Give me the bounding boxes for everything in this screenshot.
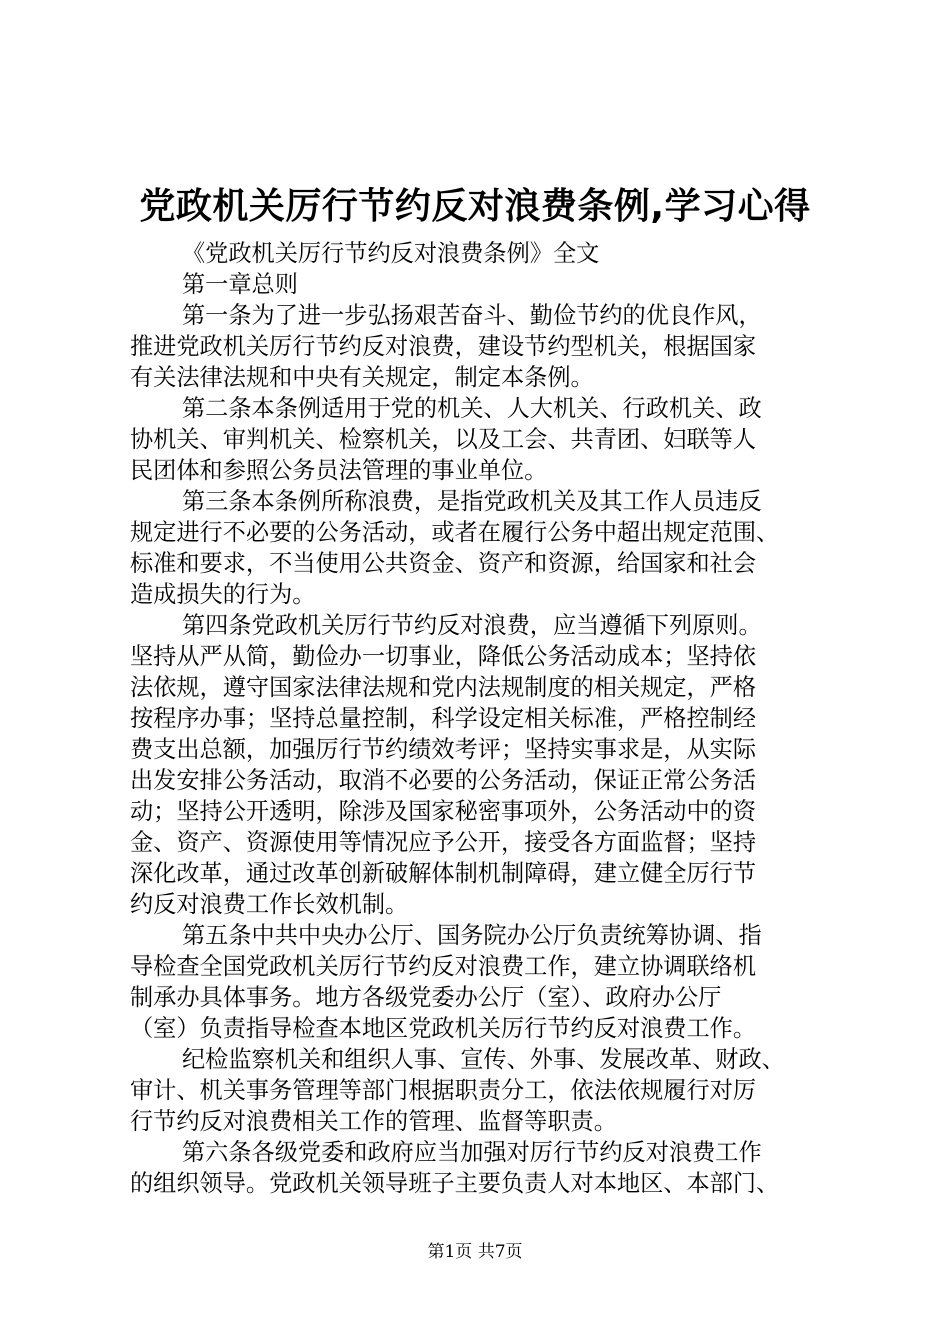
- text-line: 法依规，遵守国家法律法规和党内法规制度的相关规定，严格: [130, 674, 757, 701]
- text-line: 导检查全国党政机关厉行节约反对浪费工作，建立协调联络机: [130, 953, 757, 980]
- text-line: 第六条各级党委和政府应当加强对厉行节约反对浪费工作: [182, 1139, 762, 1166]
- text-line: 民团体和参照公务员法管理的事业单位。: [130, 457, 548, 484]
- text-line: 第一章总则: [182, 271, 298, 298]
- text-line: 纪检监察机关和组织人事、宣传、外事、发展改革、财政、: [182, 1046, 785, 1073]
- text-line: 按程序办事；坚持总量控制，科学设定相关标准，严格控制经: [130, 705, 757, 732]
- text-line: 约反对浪费工作长效机制。: [130, 891, 409, 918]
- text-line: 造成损失的行为。: [130, 581, 316, 608]
- text-line: 第四条党政机关厉行节约反对浪费，应当遵循下列原则。: [182, 612, 762, 639]
- text-line: 《党政机关厉行节约反对浪费条例》全文: [182, 240, 600, 267]
- text-line: 出发安排公务活动，取消不必要的公务活动，保证正常公务活: [130, 767, 757, 794]
- page-indicator: 第1页 共7页: [427, 1242, 523, 1262]
- text-line: 第一条为了进一步弘扬艰苦奋斗、勤俭节约的优良作风，: [182, 302, 762, 329]
- text-line: 标准和要求，不当使用公共资金、资产和资源，给国家和社会: [130, 550, 757, 577]
- text-line: 第二条本条例适用于党的机关、人大机关、行政机关、政: [182, 395, 762, 422]
- text-line: 制承办具体事务。地方各级党委办公厅（室）、政府办公厅: [130, 984, 722, 1011]
- document-title: 党政机关厉行节约反对浪费条例,学习心得: [139, 186, 811, 227]
- document-body: [130, 238, 830, 1199]
- text-line: 费支出总额，加强厉行节约绩效考评；坚持实事求是，从实际: [130, 736, 757, 763]
- text-line: 规定进行不必要的公务活动，或者在履行公务中超出规定范围、: [130, 519, 780, 546]
- text-line: （室）负责指导检查本地区党政机关厉行节约反对浪费工作。: [130, 1015, 757, 1042]
- text-line: 金、资产、资源使用等情况应予公开，接受各方面监督；坚持: [130, 829, 757, 856]
- text-line: 推进党政机关厉行节约反对浪费，建设节约型机关，根据国家: [130, 333, 757, 360]
- text-line: 坚持从严从简，勤俭办一切事业，降低公务活动成本；坚持依: [130, 643, 757, 670]
- text-line: 审计、机关事务管理等部门根据职责分工，依法依规履行对厉: [130, 1077, 757, 1104]
- text-line: 有关法律法规和中央有关规定，制定本条例。: [130, 364, 594, 391]
- text-line: 行节约反对浪费相关工作的管理、监督等职责。: [130, 1108, 617, 1135]
- text-line: 第三条本条例所称浪费，是指党政机关及其工作人员违反: [182, 488, 762, 515]
- text-line: 的组织领导。党政机关领导班子主要负责人对本地区、本部门、: [130, 1170, 780, 1197]
- text-line: 协机关、审判机关、检察机关，以及工会、共青团、妇联等人: [130, 426, 757, 453]
- text-line: 深化改革，通过改革创新破解体制机制障碍，建立健全厉行节: [130, 860, 757, 887]
- text-line: 第五条中共中央办公厅、国务院办公厅负责统筹协调、指: [182, 922, 762, 949]
- text-line: 动；坚持公开透明，除涉及国家秘密事项外，公务活动中的资: [130, 798, 757, 825]
